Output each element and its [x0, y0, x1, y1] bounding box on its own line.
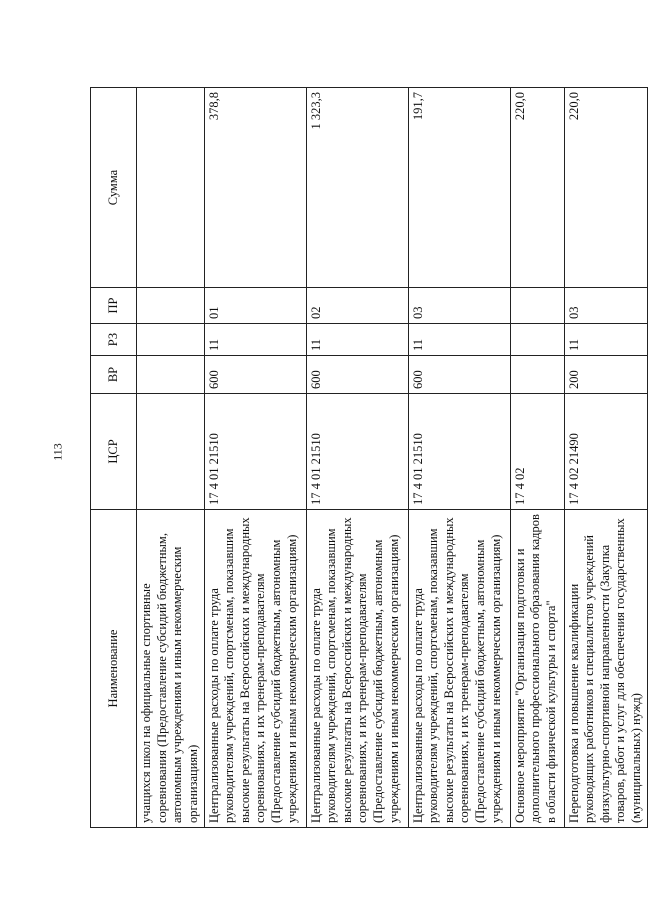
header-pr: ПР — [91, 288, 137, 324]
table-row — [408, 88, 510, 828]
cell-name: Централизованные расходы по оплате труда руководителям учреждений, спортсменам, показавшим высокие результаты на Всероссийских и международных соревнованиях, и их тренерам-преподавателям (Предоставление субсидий бюджетным, автономным учреждениям и иным некоммерческим организациям) — [204, 510, 306, 828]
cell-csr: 17 4 02 21490 — [564, 394, 647, 510]
cell-sum: 220,0 — [510, 88, 564, 288]
cell-name: Основное мероприятие "Организация подготовки и дополнительного профессионального образования кадров в области физической культуры и спорта" — [510, 510, 564, 828]
table-row — [564, 88, 647, 828]
cell-vr: 600 — [306, 356, 408, 394]
cell-rz: 11 — [306, 324, 408, 356]
cell-sum: 220,0 — [564, 88, 647, 288]
cell-pr: 03 — [564, 288, 647, 324]
cell-rz: 11 — [564, 324, 647, 356]
cell-csr — [137, 394, 205, 510]
cell-vr — [510, 356, 564, 394]
cell-pr — [137, 288, 205, 324]
cell-name: Централизованные расходы по оплате труда руководителям учреждений, спортсменам, показавшим высокие результаты на Всероссийских и международных соревнованиях, и их тренерам-преподавателям (Предоставление субсидий бюджетным, автономным учреждениям и иным некоммерческим организациям) — [408, 510, 510, 828]
cell-name: Централизованные расходы по оплате труда руководителям учреждений, спортсменам, показавшим высокие результаты на Всероссийских и международных соревнованиях, и их тренерам-преподавателям (Предоставление субсидий бюджетным, автономным учреждениям и иным некоммерческим организациям) — [306, 510, 408, 828]
cell-name: Переподготовка и повышение квалификации руководящих работников и специалистов учреждений физкультурно-спортивной направленности (Закупка товаров, работ и услуг для обеспечения государственных (муниципальных) нужд) — [564, 510, 647, 828]
table-row — [510, 88, 564, 828]
rotated-table-container — [90, 88, 643, 828]
cell-csr: 17 4 02 — [510, 394, 564, 510]
header-sum: Сумма — [91, 88, 137, 288]
cell-rz — [137, 324, 205, 356]
page-number: 113 — [50, 443, 65, 461]
cell-pr — [510, 288, 564, 324]
header-csr: ЦСР — [91, 394, 137, 510]
header-rz: РЗ — [91, 324, 137, 356]
table-row — [137, 88, 205, 828]
cell-sum: 191,7 — [408, 88, 510, 288]
header-vr: ВР — [91, 356, 137, 394]
table-row — [306, 88, 408, 828]
cell-name: учащихся школ на официальные спортивные соревнования (Предоставление субсидий бюджетным, автономным учреждениям и иным некоммерческим организациям) — [137, 510, 205, 828]
cell-csr: 17 4 01 21510 — [408, 394, 510, 510]
cell-rz — [510, 324, 564, 356]
budget-table — [90, 87, 648, 828]
cell-vr — [137, 356, 205, 394]
cell-sum — [137, 88, 205, 288]
table-row — [204, 88, 306, 828]
cell-csr: 17 4 01 21510 — [204, 394, 306, 510]
cell-rz: 11 — [204, 324, 306, 356]
cell-sum: 1 323,3 — [306, 88, 408, 288]
cell-rz: 11 — [408, 324, 510, 356]
cell-vr: 600 — [408, 356, 510, 394]
cell-vr: 600 — [204, 356, 306, 394]
cell-pr: 02 — [306, 288, 408, 324]
cell-vr: 200 — [564, 356, 647, 394]
cell-csr: 17 4 01 21510 — [306, 394, 408, 510]
cell-pr: 01 — [204, 288, 306, 324]
cell-pr: 03 — [408, 288, 510, 324]
cell-sum: 378,8 — [204, 88, 306, 288]
table-header-row — [91, 88, 137, 828]
header-name: Наименование — [91, 510, 137, 828]
